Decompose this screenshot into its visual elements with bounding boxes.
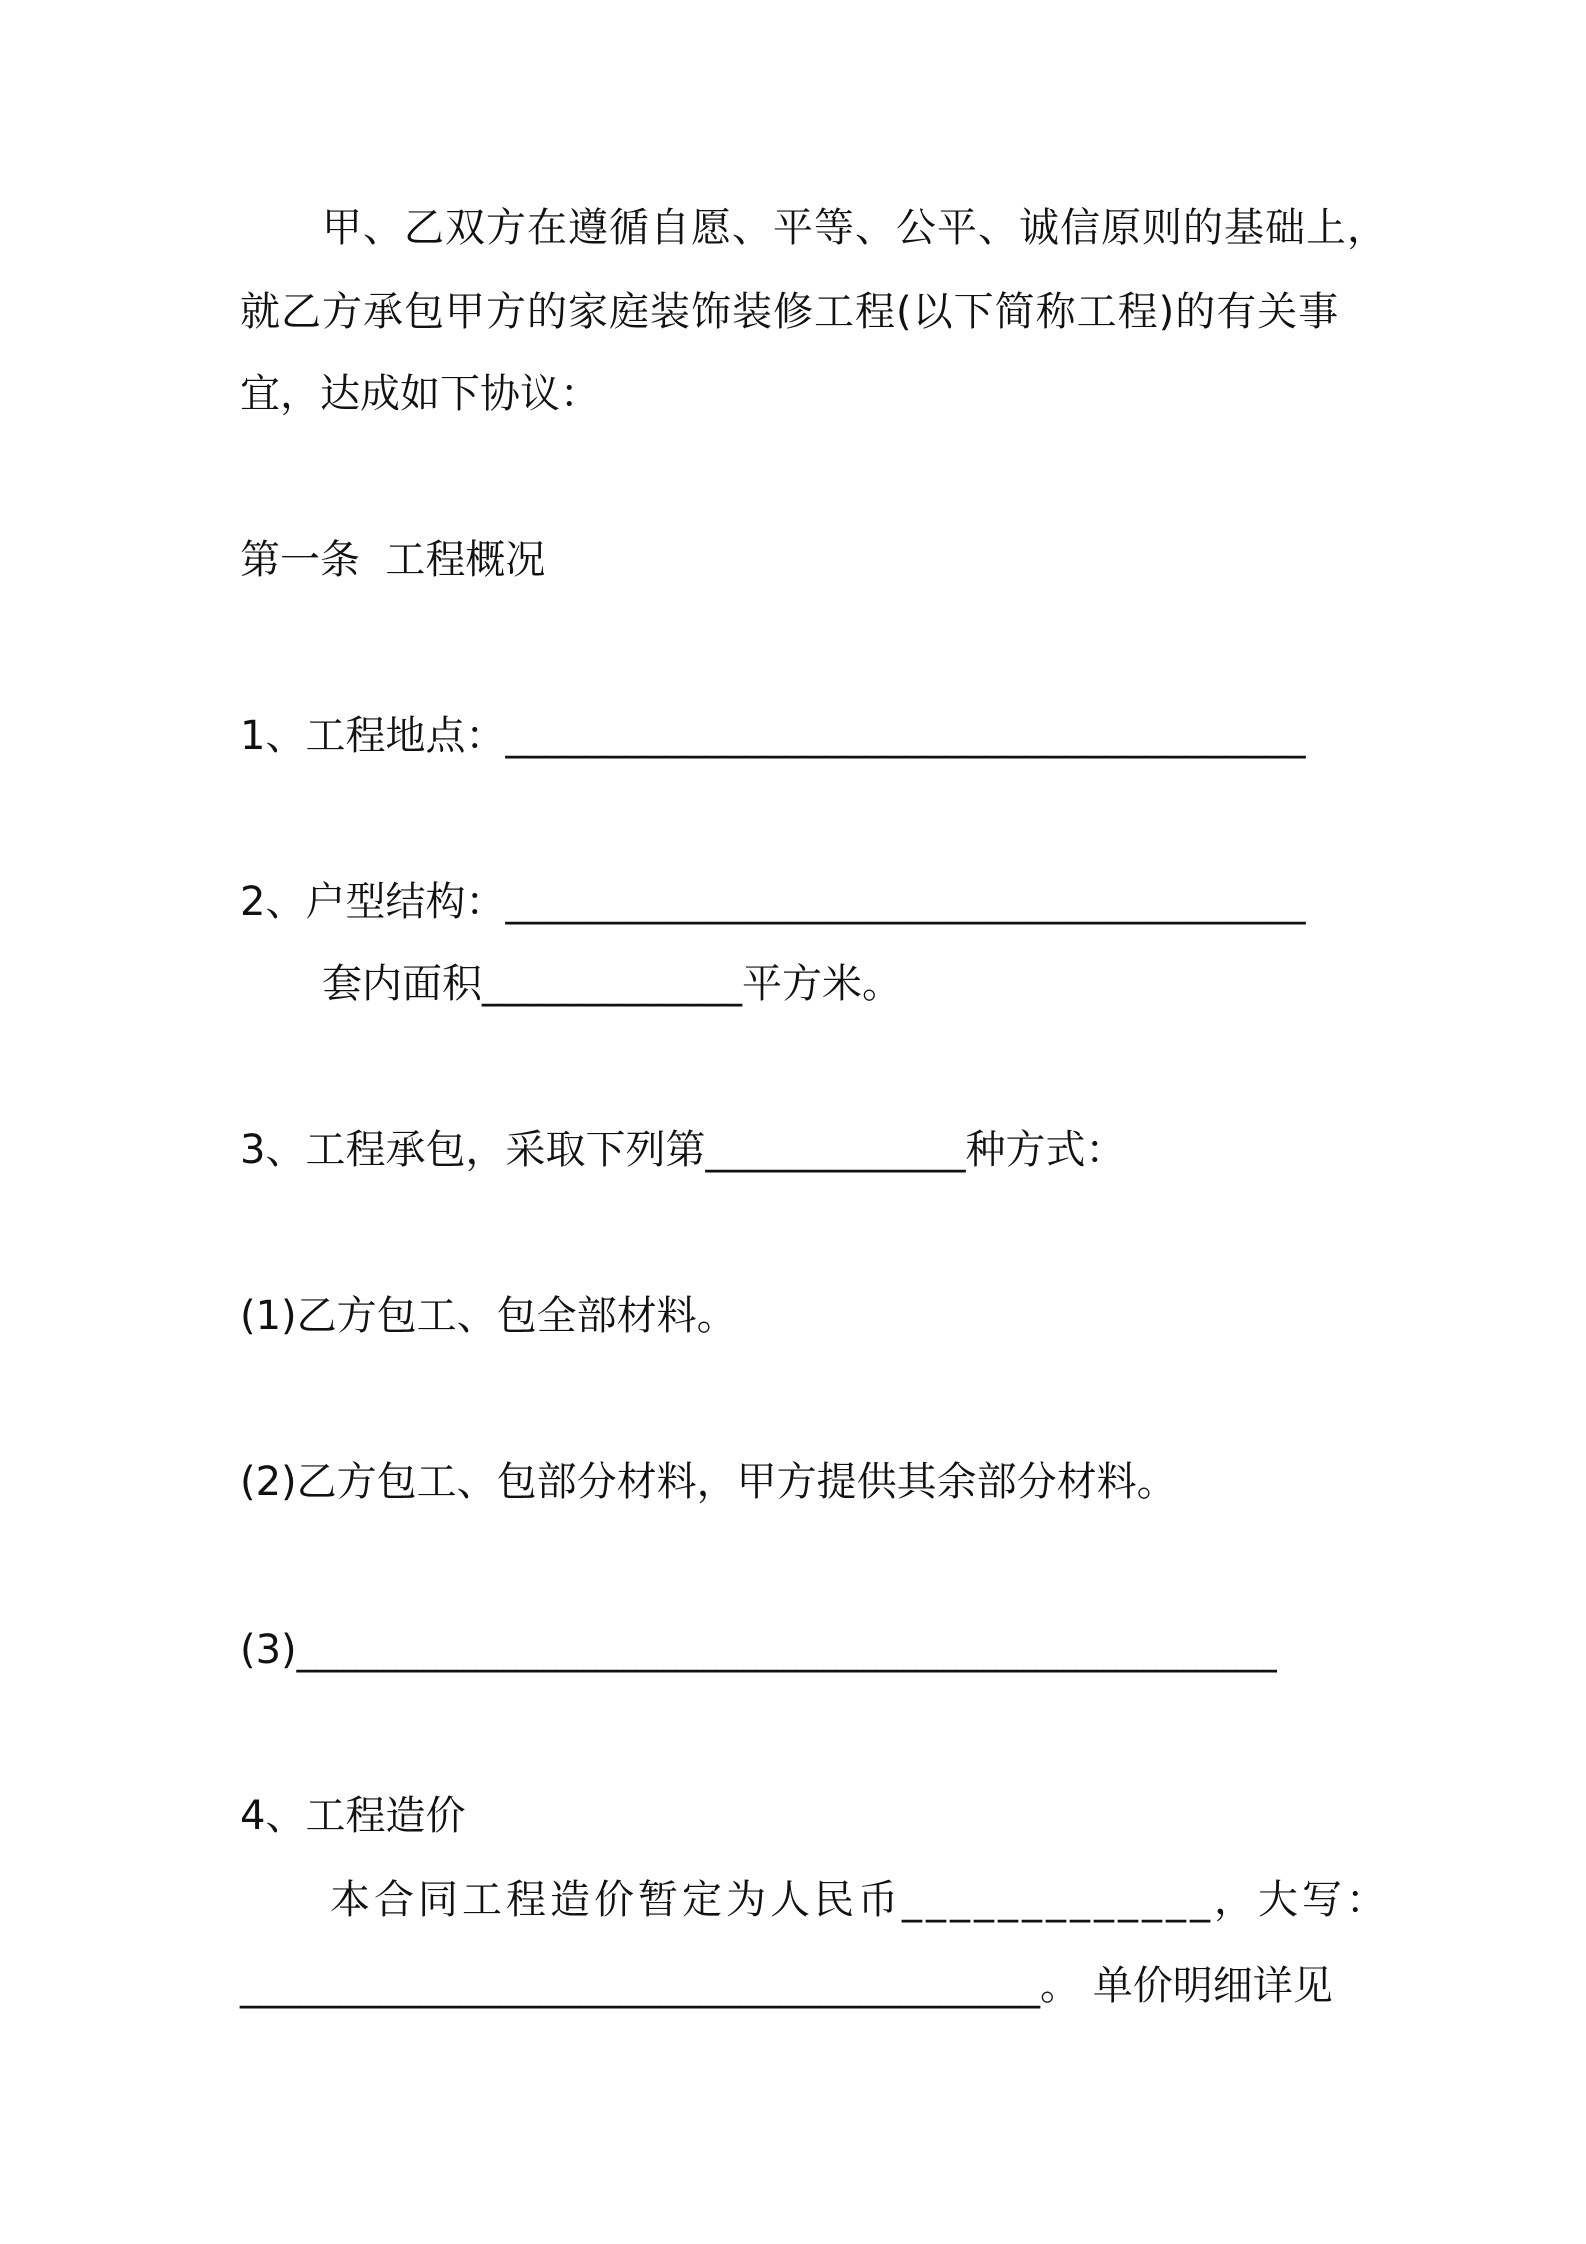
option-1: (1)乙方包工、包全部材料。 <box>240 1293 737 1339</box>
item-1-project-location: 1、工程地点：________________________________________ <box>240 713 1306 759</box>
item-4-price-line-1: 本合同工程造价暂定为人民币_____________，大写： <box>330 1877 1390 1923</box>
intro-line-2: 就乙方承包甲方的家庭装饰装修工程(以下简称工程)的有关事 <box>240 289 1340 335</box>
item-3-contract-mode: 3、工程承包，采取下列第_____________种方式： <box>240 1127 1126 1173</box>
intro-line-1: 甲、乙双方在遵循自愿、平等、公平、诚信原则的基础上， <box>322 205 1388 251</box>
article-1-heading: 第一条 工程概况 <box>240 537 546 583</box>
option-3: (3)_________________________________________________ <box>240 1627 1277 1673</box>
intro-line-3: 宜，达成如下协议： <box>240 371 600 417</box>
item-2-area: 套内面积_____________平方米。 <box>322 961 902 1007</box>
item-4-heading: 4、工程造价 <box>240 1793 466 1839</box>
item-4-price-line-2: ________________________________________。 单价明细详见 <box>240 1963 1333 2009</box>
item-2-house-structure: 2、户型结构：________________________________________ <box>240 879 1306 925</box>
option-2: (2)乙方包工、包部分材料，甲方提供其余部分材料。 <box>240 1459 1177 1505</box>
